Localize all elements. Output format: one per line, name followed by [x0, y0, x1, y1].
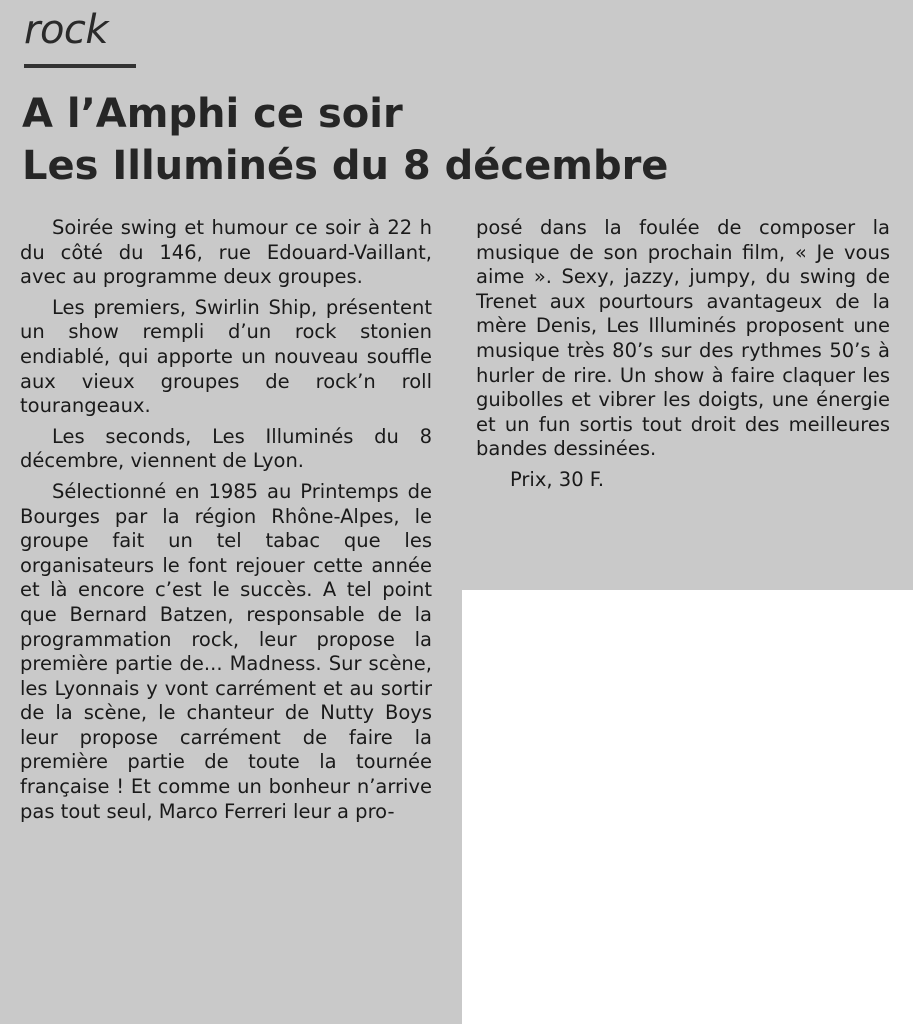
headline-line-1: A l’Amphi ce soir: [22, 91, 403, 137]
article-column-left: [20, 216, 432, 830]
paragraph-continued: posé dans la foulée de composer la musique de son prochain film, « Je vous aime ». Sexy, jazzy, jumpy, du swing de Trenet aux pourtours avantageux de la mère Denis, Les Illuminés proposent une musique très 80’s sur des rythmes 50’s à hurler de rire. Un show à faire claquer les guibolles et vibrer les doigts, une énergie et un fun sortis tout droit des meilleures bandes dessinées.: [476, 216, 890, 461]
paragraph: Les seconds, Les Illuminés du 8 décembre, viennent de Lyon.: [20, 424, 432, 473]
headline-line-2: Les Illuminés du 8 décembre: [22, 143, 669, 189]
kicker-underline: [24, 64, 136, 68]
paragraph: Les premiers, Swirlin Ship, présentent un show rempli d’un rock stonien endiablé, qui apporte un nouveau souffle aux vieux groupes de rock’n roll tourangeaux.: [20, 295, 432, 418]
price-line: Prix, 30 F.: [510, 467, 605, 491]
paragraph: Sélectionné en 1985 au Printemps de Bourges par la région Rhône-Alpes, le groupe fait un tel tabac que les organisateurs le font rejouer cette année et là encore c’est le succès. A tel point que Bernard Batzen, responsable de la programmation rock, leur propose la première partie de... Madness. Sur scène, les Lyonnais y vont carrément et au sortir de la scène, le chanteur de Nutty Boys leur propose carrément de faire la première partie de toute la tournée française ! Et comme un bonheur n’arrive pas tout seul, Marco Ferreri leur a pro-: [20, 479, 432, 823]
headline: [22, 88, 668, 192]
section-kicker: rock: [24, 7, 109, 53]
paragraph: Soirée swing et humour ce soir à 22 h du côté du 146, rue Edouard-Vaillant, avec au programme deux groupes.: [20, 216, 432, 289]
article-column-right: [476, 216, 890, 499]
